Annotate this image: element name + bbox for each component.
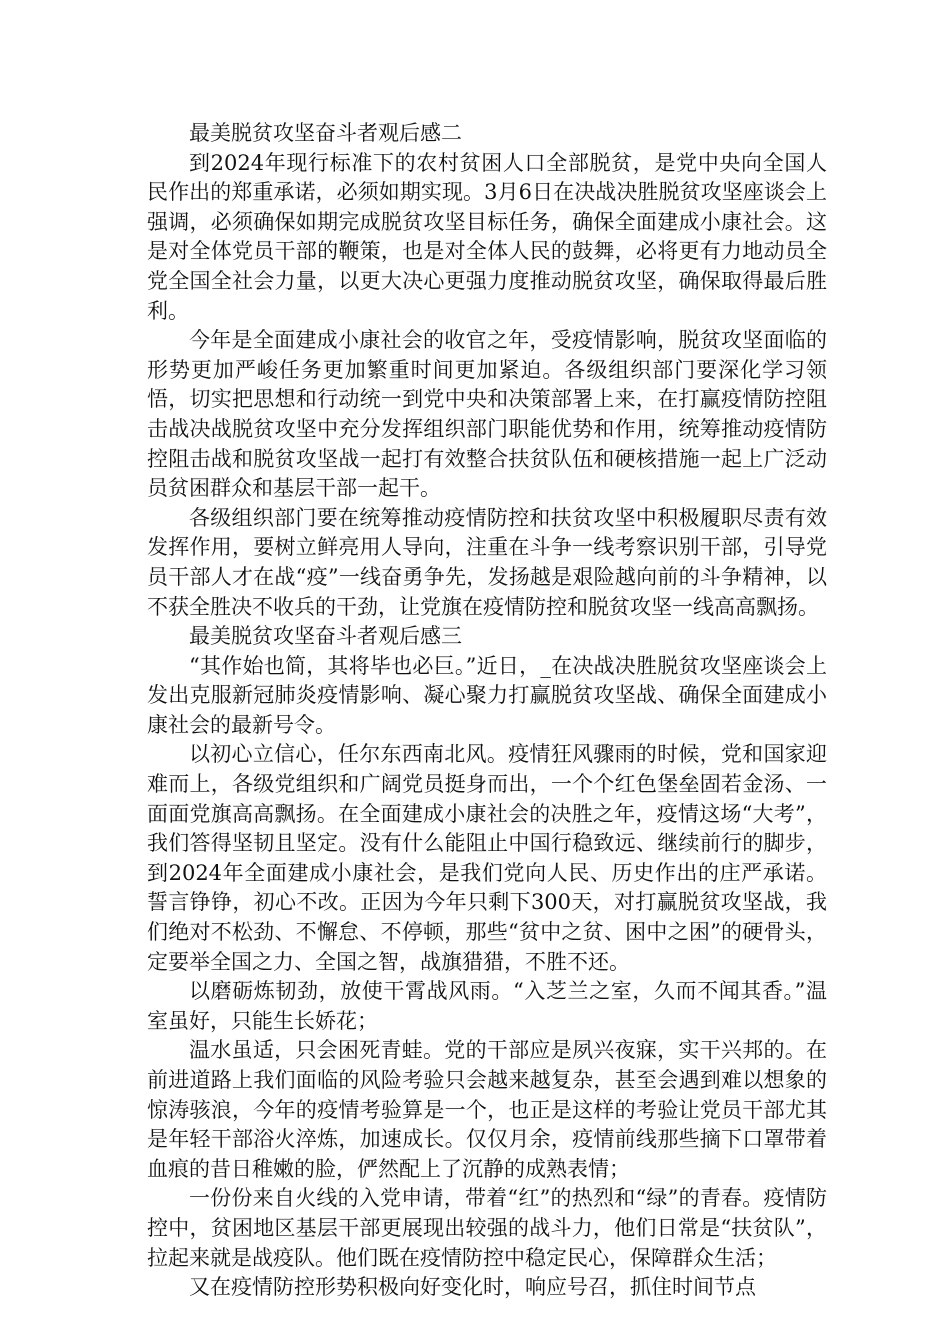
section-heading-3: 最美脱贫攻坚奋斗者观后感三 <box>189 624 462 649</box>
paragraph-tempering: 以磨砺炼韧劲，放使干霄战风雨。“入芝兰之室，久而不闻其香。”温室虽好，只能生长娇花； <box>147 979 827 1033</box>
paragraph-party-applications: 一份份来自火线的入党申请，带着“红”的热烈和“绿”的青春。疫情防控中，贫困地区基层干部更展现出较强的战斗力，他们日常是“扶贫队”，拉起来就是战疫队。他们既在疫情防控中稳定民心，保障群众生活； <box>147 1186 827 1270</box>
paragraph-quotation: “其作始也简，其将毕也必巨。”近日，_在决战决胜脱贫攻坚座谈会上发出克服新冠肺炎疫情影响、凝心聚力打赢脱贫攻坚战、确保全面建成小康社会的最新号令。 <box>147 653 827 737</box>
section-heading-2: 最美脱贫攻坚奋斗者观后感二 <box>189 121 462 145</box>
paragraph-final-year: 今年是全面建成小康社会的收官之年，受疫情影响，脱贫攻坚面临的形势更加严峻任务更加繁重时间更加紧迫。各级组织部门要深化学习领悟，切实把思想和行动统一到党中央和决策部署上来，在打赢疫情防控阻击战决战脱贫攻坚中充分发挥组织部门职能优势和作用，统筹推动疫情防控阻击战和脱贫攻坚战一起打有效整合扶贫队伍和硬核措施一起上广泛动员贫困群众和基层干部一起干。 <box>147 328 827 501</box>
paragraph-organization-departments: 各级组织部门要在统筹推动疫情防控和扶贫攻坚中积极履职尽责有效发挥作用，要树立鲜亮用人导向，注重在斗争一线考察识别干部，引导党员干部人才在战“疫”一线奋勇争先，发扬越是艰险越向前的斗争精神，以不获全胜决不收兵的干劲，让党旗在疫情防控和脱贫攻坚一线高高飘扬。 <box>147 505 827 619</box>
paragraph-warm-water: 温水虽适，只会困死青蛙。党的干部应是夙兴夜寐，实干兴邦的。在前进道路上我们面临的风险考验只会越来越复杂，甚至会遇到难以想象的惊涛骇浪，今年的疫情考验算是一个，也正是这样的考验让党员干部尤其是年轻干部浴火淬炼，加速成长。仅仅月余，疫情前线那些摘下口罩带着血痕的昔日稚嫩的脸，俨然配上了沉静的成熟表情； <box>147 1038 827 1181</box>
paragraph-commitment: 到2024年现行标准下的农村贫困人口全部脱贫，是党中央向全国人民作出的郑重承诺，必须如期实现。3月6日在决战决胜脱贫攻坚座谈会上强调，必须确保如期完成脱贫攻坚目标任务，确保全面建成小康社会。这是对全体党员干部的鞭策，也是对全体人民的鼓舞，必将更有力地动员全党全国全社会力量，以更大决心更强力度推动脱贫攻坚，确保取得最后胜利。 <box>147 150 827 323</box>
paragraph-continuation: 又在疫情防控形势积极向好变化时，响应号召，抓住时间节点 <box>189 1275 756 1300</box>
paragraph-original-aspiration: 以初心立信心，任尔东西南北风。疫情狂风骤雨的时候，党和国家迎难而上，各级党组织和广阔党员挺身而出，一个个红色堡垒固若金汤、一面面党旗高高飘扬。在全面建成小康社会的决胜之年，疫情这场“大考”，我们答得坚韧且坚定。没有什么能阻止中国行稳致远、继续前行的脚步，到2024年全面建成小康社会，是我们党向人民、历史作出的庄严承诺。誓言铮铮，初心不改。正因为今年只剩下300天，对打赢脱贫攻坚战，我们绝对不松劲、不懈怠、不停顿，那些“贫中之贫、困中之困”的硬骨头，定要举全国之力、全国之智，战旗猎猎，不胜不还。 <box>147 742 827 974</box>
document-body <box>147 119 827 1303</box>
